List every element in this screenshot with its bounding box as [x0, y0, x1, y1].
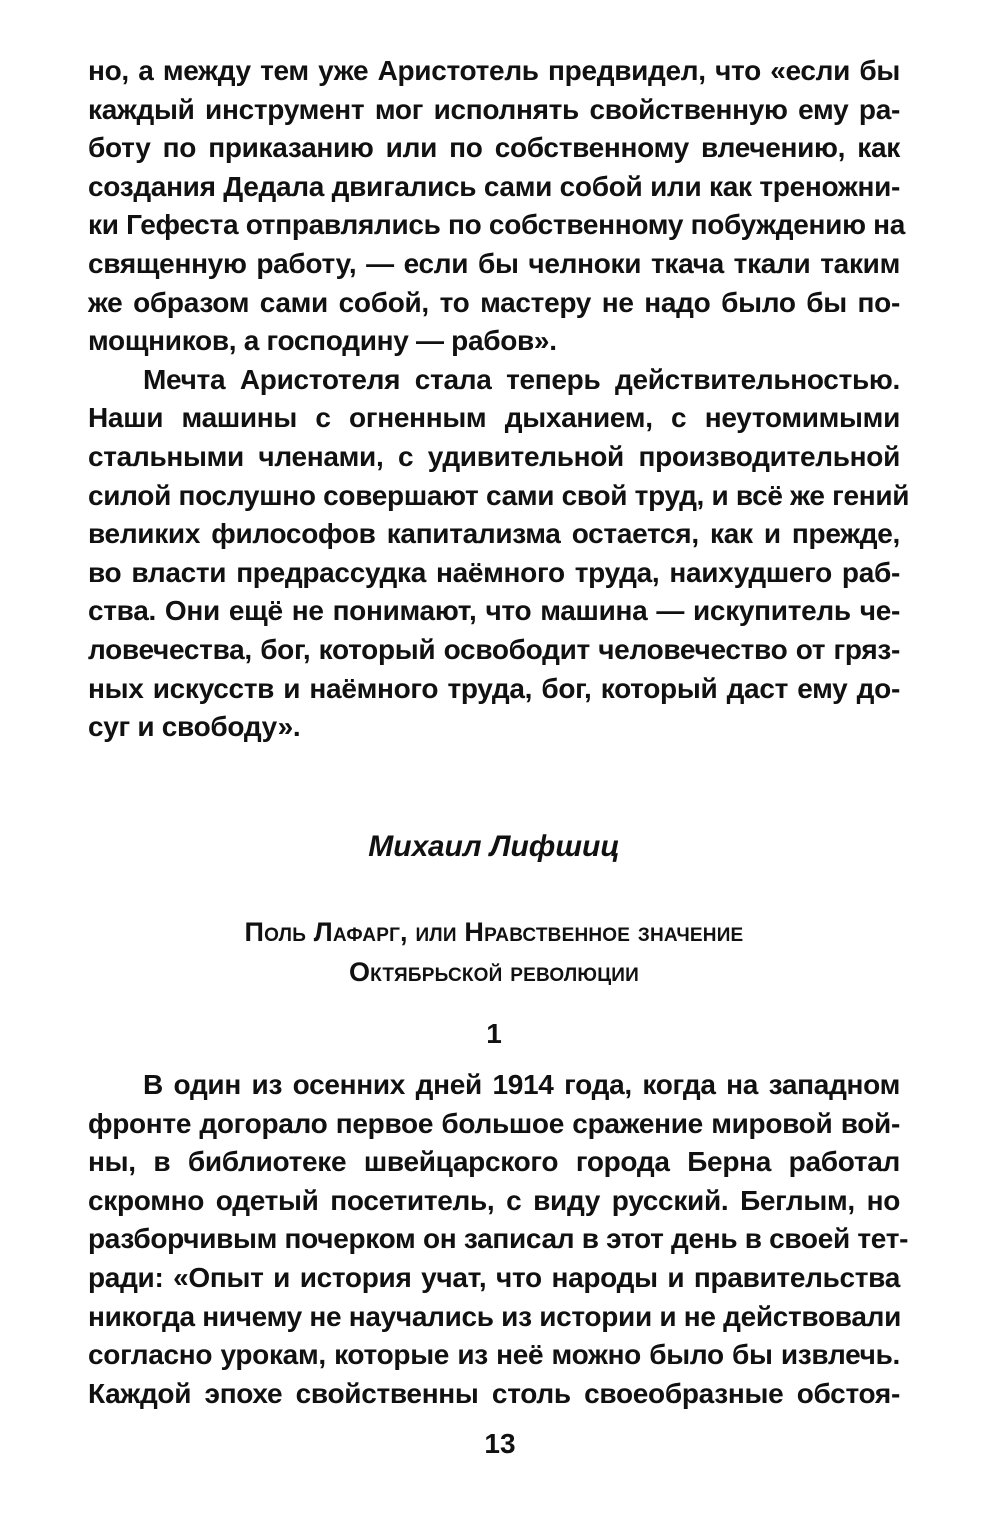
chapter-title-line: Поль Лафарг, или Нравственное значение — [244, 917, 744, 947]
text-line: ства. Они ещё не понимают, что машина — искупитель че- — [88, 595, 900, 627]
text-line: Наши машины с огненным дыханием, с неутомимыми — [88, 402, 900, 434]
text-line: но, а между тем уже Аристотель предвидел, что «если бы — [88, 55, 900, 86]
text-line: ловечества, бог, который освободит человечество от гряз- — [88, 633, 900, 665]
text-line: боту по приказанию или по собственному влечению, как — [88, 132, 900, 164]
text-line: же образом сами собой, то мастеру не надо было бы по- — [88, 286, 900, 318]
text-line: создания Дедала двигались сами собой или как треножни- — [88, 170, 900, 202]
text-line: никогда ничему не научались из истории и не действовали — [88, 1300, 902, 1332]
text-line: священную работу, — если бы челноки ткача ткали таким — [88, 247, 900, 279]
text-line: согласно урокам, которые из неё можно было бы извлечь. — [88, 1339, 900, 1371]
text-line: во власти предрассудка наёмного труда, наихудшего раб- — [88, 556, 900, 588]
text-line: ки Гефеста отправлялись по собственному побуждению на — [88, 209, 906, 241]
text-line: скромно одетый посетитель, с виду русский. Беглым, но — [88, 1184, 900, 1216]
chapter-title-line: Октябрьской революции — [348, 957, 640, 987]
text-line: великих философов капитализма остается, как и прежде, — [88, 518, 900, 550]
text-line: разборчивым почерком он записал в этот день в своей тет- — [88, 1223, 909, 1255]
text-line: Мечта Аристотеля стала теперь действительностью. — [143, 363, 900, 395]
text-line: ради: «Опыт и история учат, что народы и правительства — [88, 1261, 900, 1293]
text-line: фронте догорало первое большое сражение мировой вой- — [88, 1107, 900, 1139]
paragraph-quote-ending — [88, 52, 906, 361]
author-name: Михаил Лифшиц — [368, 830, 620, 863]
text-line: каждый инструмент мог исполнять свойственную ему ра- — [88, 93, 900, 125]
text-line: ных искусств и наёмного труда, бог, который даст ему до- — [88, 672, 900, 704]
text-line: В один из осенних дней 1914 года, когда на западном — [143, 1069, 900, 1100]
page-number: 13 — [484, 1428, 516, 1459]
paragraph-bern-library — [88, 1066, 909, 1413]
page-content — [88, 52, 910, 1409]
text-line: ны, в библиотеке швейцарского города Берна работал — [88, 1146, 900, 1178]
text-line: суг и свободу». — [88, 711, 301, 743]
section-number: 1 — [486, 1018, 502, 1049]
text-line: Каждой эпохе свойственны столь своеобразные обстоя- — [88, 1377, 900, 1409]
paragraph-aristotle-dream — [88, 361, 910, 747]
text-line: мощников, а господину — рабов». — [88, 325, 557, 357]
text-line: стальными членами, с удивительной производительной — [88, 440, 900, 472]
chapter-title — [88, 912, 900, 992]
text-line: силой послушно совершают сами свой труд, и всё же гений — [88, 479, 910, 511]
